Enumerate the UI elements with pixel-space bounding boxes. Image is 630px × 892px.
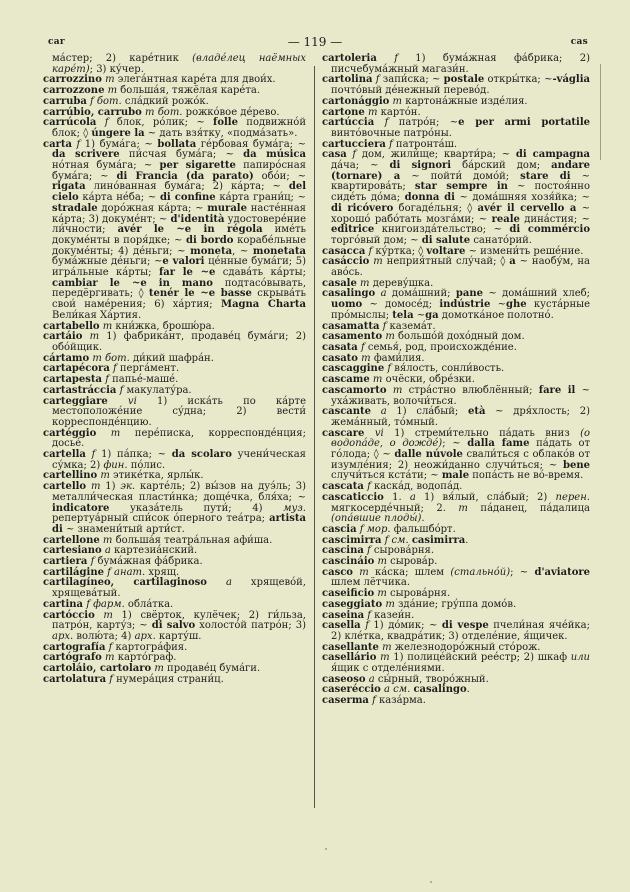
grammar-label: f	[384, 117, 389, 129]
italian-phrase: di bordo	[186, 234, 234, 246]
italian-phrase: da scrivere	[52, 149, 120, 161]
headword: cartilagíneo, cartilaginoso	[43, 577, 207, 589]
headword: carrúcola	[43, 117, 97, 129]
headword: cartógrafo	[43, 652, 102, 664]
dictionary-entry: caseoso a сы́рный, творо́жный.	[322, 673, 489, 685]
italian-phrase: -váglia	[552, 74, 590, 86]
italian-phrase: editrice	[331, 224, 375, 236]
dictionary-entry: cascináio m сырова́р.	[322, 556, 438, 568]
grammar-label: m	[377, 556, 387, 568]
grammar-label: m	[372, 374, 383, 386]
italian-phrase: casalingo	[413, 684, 467, 696]
dictionary-entry: caserma f каза́рма.	[322, 695, 426, 707]
italian-phrase: a	[509, 256, 516, 268]
italian-phrase: cambiar le ~e in mano	[52, 277, 213, 289]
headword: cartilágine	[43, 566, 104, 578]
grammar-label: f	[90, 556, 95, 568]
headword: cartáio	[43, 331, 83, 343]
italian-phrase: reale	[491, 213, 520, 225]
dictionary-entry: casella f 1) до́мик; ~ di vespe пчели́ная яче́йка; 2) кле́тка, квадра́тик; 3) отделе́ние, я́щичек.	[322, 620, 590, 642]
grammar-label: m	[359, 566, 369, 578]
dictionary-entry: cartolina f запи́ска; ~ postale откры́тка; ~-váglia почто́вый де́нежный перево́д.	[322, 74, 590, 97]
headword: cascamorto	[322, 384, 387, 396]
grammar-label: m	[367, 106, 378, 118]
headword: cascaticcio	[322, 491, 384, 503]
dictionary-entry: cartellino m этике́тка, ярлы́к.	[43, 470, 204, 482]
headword: caseificio	[322, 588, 375, 600]
headword: caseina	[322, 609, 365, 621]
headword: casáccio	[322, 256, 370, 268]
grammar-label: m	[102, 534, 113, 546]
grammar-label: (опа́вшие плоды́)	[331, 513, 422, 525]
grammar-label: f	[108, 641, 113, 653]
italian-phrase: úngere la	[91, 127, 145, 139]
italian-phrase: di signori	[389, 160, 452, 172]
grammar-label: f	[119, 384, 124, 396]
italian-phrase: stradale	[52, 202, 98, 214]
dictionary-entry: cartastráccia f макулату́ра.	[43, 384, 192, 396]
headword: cartóccio	[43, 609, 95, 621]
italian-phrase: indicatore	[52, 502, 110, 514]
headword: casamento	[322, 331, 383, 343]
italian-phrase: per sigarette	[159, 160, 236, 172]
headword: cartellino	[43, 470, 98, 482]
italian-phrase: di salute	[421, 234, 471, 246]
headword: casco	[322, 566, 353, 578]
headword: casata	[322, 341, 358, 353]
grammar-label: (о водопа́де, о дожде́)	[331, 427, 590, 450]
dictionary-entry: cartellone m больша́я театра́льная афи́ша.	[43, 534, 273, 546]
grammar-label: m	[360, 277, 370, 289]
italian-phrase: età	[467, 406, 486, 418]
left-guide-word: car	[48, 37, 65, 47]
grammar-label: f	[105, 374, 109, 386]
dictionary-entry: cartéggio m пере́писка, корреспонде́нция; досье́.	[43, 427, 306, 450]
grammar-label: m	[385, 598, 395, 610]
dictionary-entry: cartúccia f патро́н; ~e per armi portatile винто́вочные патро́ны.	[322, 117, 591, 139]
headword: casale	[322, 277, 357, 289]
grammar-label: m	[90, 481, 101, 493]
headword: cartello	[43, 481, 87, 493]
dictionary-entry: casáccio m неприя́тный слу́чай; ◊ a ~ наобу́м, на аво́сь.	[322, 256, 590, 279]
headword: cartapécora	[43, 363, 110, 375]
grammar-label: (владе́лец наёмных каре́т)	[52, 53, 306, 75]
dictionary-entry: casellário m 1) полице́йский рее́стр; 2) шкаф или я́щик с отделе́ниями.	[322, 652, 590, 675]
headword: casacca	[322, 245, 366, 257]
grammar-label: m	[105, 74, 115, 86]
grammar-label: или	[570, 652, 590, 664]
grammar-label: m	[89, 331, 100, 343]
headword: cártamo	[43, 352, 90, 364]
headword: casellário	[322, 652, 377, 664]
grammar-label: m	[377, 588, 387, 600]
grammar-label: a	[380, 406, 387, 418]
grammar-label: арх.	[52, 630, 74, 642]
grammar-label: m	[373, 256, 383, 268]
italian-phrase: bene	[563, 459, 590, 471]
dictionary-entry: casata f семья́, род, происхожде́ние.	[322, 341, 517, 353]
scan-speck	[325, 848, 327, 850]
left-column	[43, 54, 306, 685]
italian-phrase: uomo	[331, 299, 363, 311]
italian-phrase: Magna Charta	[221, 299, 306, 311]
dictionary-entry: caseificio m сырова́рня.	[322, 588, 451, 600]
grammar-label: m	[105, 652, 115, 664]
grammar-label: f	[367, 481, 371, 493]
dictionary-entry: cascina f сырова́рня.	[322, 545, 435, 557]
grammar-label: фин.	[103, 459, 128, 471]
headword: carrozzone	[43, 85, 105, 97]
dictionary-entry: cartoláio, cartolaro m продаве́ц бума́ги.	[43, 663, 261, 675]
italian-phrase: di campagna	[515, 149, 590, 161]
italian-phrase: tenér le ~e basse	[148, 288, 252, 300]
dictionary-entry: casato m фами́лия.	[322, 352, 425, 364]
headword: carrozzino	[43, 74, 102, 86]
grammar-label: m	[380, 652, 390, 664]
dictionary-entry: cartone m карто́н.	[322, 106, 421, 118]
grammar-label: m	[385, 331, 395, 343]
dictionary-entry: casa f дом, жили́ще; кварти́ра; ~ di campagna да́ча; ~ di signori ба́рский дом; andare (tornare) a ~ пойти́ домо́й; stare di ~ квартирова́ть; star sempre in ~ постоя́нно сиде́ть до́ма; donna di ~ дома́шняя хозя́йка; ~ di ricóvero богаде́льня; ◊ avér il cervello a ~ хорошо́ рабо́тать мозга́ми; ~ reale дина́стия; ~ editrice книгоизда́тельство; ~ di commércio торго́вый дом; ~ di salute санато́рий.	[322, 149, 590, 246]
headword: casamatta	[322, 320, 380, 332]
headword: cascame	[322, 374, 370, 386]
headword: carruba	[43, 95, 87, 107]
headword: caseoso	[322, 673, 366, 685]
grammar-label: m	[154, 663, 164, 675]
grammar-label: m бот.	[92, 352, 130, 364]
italian-phrase: postale	[443, 74, 485, 86]
grammar-label: f	[382, 320, 387, 332]
column-divider	[314, 66, 315, 808]
grammar-label: f	[367, 545, 371, 557]
italian-phrase: dalla fame	[467, 438, 530, 450]
dictionary-entry: cartilagíneo, cartilaginoso a хрящево́й, хрящева́тый.	[43, 577, 306, 600]
dictionary-entry: caseina f казеи́н.	[322, 609, 415, 621]
dictionary-entry: casamatta f казема́т.	[322, 320, 436, 332]
grammar-label: (стально́й)	[450, 566, 511, 578]
grammar-label: f	[91, 449, 96, 461]
italian-phrase: stare di	[520, 170, 571, 182]
dictionary-entry: carrozzino m элега́нтная каре́та для двои́х.	[43, 74, 276, 86]
italian-phrase: d'identità	[170, 213, 225, 225]
dictionary-entry: cartello m 1) эк. карте́ль; 2) вы́зов на дуэ́ль; 3) металли́ческая пласти́нка; доще́чка, бля́ха; ~ indicatore указа́тель пути́; 4) муз. репертуа́рный спи́сок о́перного теа́тра; artista di ~ знамени́тый арти́ст.	[43, 481, 306, 535]
headword: caseggiato	[322, 598, 383, 610]
grammar-label: f	[375, 74, 380, 86]
dictionary-entry: cartapesta f папье́-маше́.	[43, 374, 179, 386]
scan-edge-artifact	[600, 64, 601, 160]
headword: cartolatura	[43, 673, 107, 685]
grammar-label: f	[387, 363, 392, 375]
headword: cartolina	[322, 74, 373, 86]
dictionary-entry: caseréccio a см. casalingo.	[322, 684, 470, 696]
italian-phrase: star sempre in	[414, 181, 508, 193]
headword: cartapesta	[43, 374, 103, 386]
dictionary-entry: cascante a 1) сла́бый; età ~ дря́хлость; 2) жема́нный, то́мный.	[322, 406, 590, 428]
dictionary-entry: cascamorto m стра́стно влюблённый; fare il ~ уха́живать, волочи́ться.	[322, 384, 591, 407]
headword: cartellone	[43, 534, 100, 546]
grammar-label: f	[368, 245, 373, 257]
italian-phrase: male	[441, 470, 470, 482]
dictionary-entry: cartesiano a картезиа́нский.	[43, 545, 198, 557]
italian-phrase: di salvo	[151, 620, 196, 632]
headword: cascia	[322, 523, 357, 535]
grammar-label: f анат.	[107, 566, 146, 578]
grammar-label: f	[112, 363, 117, 375]
italian-phrase: di confine	[159, 192, 216, 204]
headword: caseréccio	[322, 684, 381, 696]
dictionary-entry: cartonággio m картона́жные изде́лия.	[322, 95, 528, 107]
grammar-label: f	[394, 53, 398, 64]
right-guide-word: cas	[570, 37, 588, 47]
grammar-label: a	[104, 545, 111, 557]
grammar-label: арх.	[134, 630, 156, 642]
dictionary-entry: cartóccio m 1) свёрток, кулёчек; 2) ги́льза, патро́н, карту́з; ~ di salvo холосто́й патро́н; 3) арх. волю́та; 4) арх. карту́ш.	[43, 609, 306, 642]
grammar-label: f	[109, 673, 113, 685]
headword: carrúbio, carrubo	[43, 106, 142, 118]
dictionary-entry: carrozzone m больша́я, тяжёлая каре́та.	[43, 85, 261, 97]
grammar-label: m бот.	[145, 106, 183, 118]
italian-phrase: monetata	[252, 245, 306, 257]
grammar-label: f мор.	[359, 523, 391, 535]
headword: cartone	[322, 106, 365, 118]
headword: cartoláio, cartolaro	[43, 663, 152, 675]
grammar-label: vi	[127, 395, 137, 407]
dictionary-entry: cartiera f бума́жная фа́брика.	[43, 556, 203, 568]
headword: cascante	[322, 406, 372, 418]
grammar-label: f см.	[384, 534, 409, 546]
headword: cartéggio	[43, 427, 97, 439]
italian-phrase: casimirra	[411, 534, 466, 546]
italian-phrase: da scolaro	[171, 449, 232, 461]
italian-phrase: ghe	[505, 299, 527, 311]
italian-phrase: avér le ~e in régola	[117, 224, 263, 236]
dictionary-entry: casamento m большо́й дохо́дный дом.	[322, 331, 525, 343]
grammar-label: a	[380, 288, 387, 300]
grammar-label: a	[368, 673, 375, 685]
dictionary-entry: casalingo a дома́шний; pane ~ дома́шний хлеб; uomo ~ домосе́д; indústrie ~ghe куста́рные про́мыслы; tela ~ga домотка́ное полотно́.	[322, 288, 591, 321]
italian-phrase: tela	[392, 309, 414, 321]
dictionary-entry: cartoleria f 1) бума́жная фа́брика; 2) писчебума́жный магази́н.	[322, 53, 590, 75]
headword: cartúccia	[322, 117, 375, 129]
italian-phrase: di vespe	[441, 620, 489, 632]
headword: cartella	[43, 449, 86, 461]
headword: cartina	[43, 598, 84, 610]
dictionary-entry: cascaggine f вя́лость, сонли́вость.	[322, 363, 505, 375]
dictionary-entry: cartilágine f анат. хрящ.	[43, 566, 180, 578]
grammar-label: f	[367, 609, 371, 621]
headword: cartastráccia	[43, 384, 117, 396]
dictionary-entry: cartina f фарм. обла́тка.	[43, 598, 174, 610]
grammar-label: m	[392, 384, 403, 396]
grammar-label: a см.	[384, 684, 411, 696]
grammar-label: m	[382, 641, 392, 653]
dictionary-entry: cartabello m кни́жка, брошю́ра.	[43, 320, 215, 332]
dictionary-entry: cascare vi 1) стреми́тельно па́дать вниз (о водопа́де, о дожде́); ~ dalla fame па́дать от го́лода; ◊ ~ dalle núvole свали́ться с облако́в от изумле́ния; 2) неожи́данно случи́ться; ~ bene случи́ться кста́ти; ~ male попа́сть не во́-время.	[322, 427, 591, 482]
dictionary-entry: carrúcola f блок, ро́лик; ~ folle подвижно́й блок; ◊ úngere la ~ дать взя́тку, «подма́зать».	[43, 117, 306, 139]
dictionary-entry: cartografía f картогра́фия.	[43, 641, 188, 653]
headword: casalingo	[322, 288, 376, 300]
italian-phrase: ga	[425, 309, 439, 321]
grammar-label: f	[360, 341, 365, 353]
headword: casellante	[322, 641, 379, 653]
dictionary-entry: cartapécora f перга́мент.	[43, 363, 180, 375]
grammar-label: m	[458, 502, 468, 514]
headword: cascimirra	[322, 534, 382, 546]
italian-phrase: andare (tornare) a	[331, 160, 590, 182]
dictionary-entry: cartolatura f нумера́ция страни́ц.	[43, 673, 224, 685]
italian-phrase: far le ~e	[158, 267, 216, 279]
dictionary-entry: cascia f мор. фальшбо́рт.	[322, 523, 456, 535]
italian-phrase: indústrie	[439, 299, 491, 311]
dictionary-entry: casacca f ку́ртка; ◊ voltare ~ измени́ть реше́ние.	[322, 245, 584, 257]
headword: cartesiano	[43, 545, 102, 557]
grammar-label: эк.	[120, 481, 136, 493]
grammar-label: муз.	[283, 502, 306, 514]
italian-phrase: e per armi portatile	[458, 117, 591, 129]
headword: cartoleria	[322, 53, 377, 64]
dictionary-entry: caseggiato m зда́ние; гру́ппа домо́в.	[322, 598, 517, 610]
grammar-label: f	[76, 138, 81, 150]
headword: cartiera	[43, 556, 88, 568]
dictionary-entry: cartógrafo m карто́граф.	[43, 652, 177, 664]
dictionary-entry: casale m дереву́шка.	[322, 277, 434, 289]
italian-phrase: voltare	[426, 245, 466, 257]
grammar-label: перен.	[555, 491, 590, 503]
italian-phrase: di Francia (da parato)	[116, 170, 254, 182]
grammar-label: m	[103, 609, 113, 621]
italian-phrase: artista di	[52, 513, 306, 535]
grammar-label: m	[107, 85, 118, 97]
italian-phrase: avér il cervello a	[477, 202, 577, 214]
italian-phrase: folle	[213, 117, 238, 129]
italian-phrase: d'aviatore	[534, 566, 590, 578]
dictionary-entry: cartucciera f патронта́ш.	[322, 138, 458, 150]
headword: casella	[322, 620, 361, 632]
italian-phrase: di commércio	[509, 224, 590, 236]
grammar-label: f	[352, 149, 357, 161]
dictionary-entry: cascata f каска́д, водопа́д.	[322, 481, 463, 493]
grammar-label: f	[365, 620, 369, 632]
italian-phrase: moneta	[190, 245, 233, 257]
right-column	[322, 54, 590, 707]
headword: cartucciera	[322, 138, 386, 150]
italian-phrase: rigata	[52, 181, 86, 193]
italian-phrase: del cielo	[52, 181, 306, 204]
grammar-label: f бот.	[90, 95, 122, 107]
dictionary-entry: cartáio m 1) фабрика́нт, продаве́ц бума́ги; 2) обо́йщик.	[43, 331, 306, 353]
dictionary-entry: carruba f бот. сла́дкий рожо́к.	[43, 95, 209, 107]
grammar-label: f	[104, 117, 109, 129]
headword: cartografía	[43, 641, 106, 653]
italian-phrase: dalle núvole	[394, 449, 463, 461]
grammar-label: f	[372, 695, 376, 707]
page-number: — 119 —	[287, 35, 343, 49]
scan-speck	[430, 881, 432, 883]
dictionary-entry: carteggiare vi 1) иска́ть по ка́рте местоположе́ние су́дна; 2) вести́ корреспонде́нцию.	[43, 395, 307, 428]
headword: cascata	[322, 481, 364, 493]
grammar-label: f фарм.	[86, 598, 125, 610]
dictionary-entry: cártamo m бот. ди́кий шафра́н.	[43, 352, 214, 364]
italian-phrase: da música	[243, 149, 306, 161]
italian-phrase: pane	[455, 288, 483, 300]
dictionary-entry: cascaticcio 1. a 1) вя́лый, сла́бый; 2) перен. мягкосерде́чный; 2. m па́данец, па́далица (опа́вшие плоды́).	[322, 491, 591, 525]
grammar-label: a	[409, 491, 416, 503]
grammar-label: f	[389, 138, 393, 150]
dictionary-entry: cascame m очёски, обре́зки.	[322, 374, 475, 386]
headword: cascináio	[322, 556, 375, 568]
italian-phrase: donna di	[404, 192, 455, 204]
italian-phrase: bollata	[157, 138, 197, 150]
dictionary-entry: casco m ка́ска; шлем (стально́й); ~ d'aviatore шлем лётчика.	[322, 566, 590, 589]
italian-phrase: e valori	[162, 256, 205, 268]
headword: cascare	[322, 427, 365, 439]
grammar-label: m	[100, 470, 110, 482]
italian-phrase: murale	[207, 202, 247, 214]
dictionary-entry: cartella f 1) па́пка; ~ da scolaro учени́ческая су́мка; 2) фин. по́лис.	[43, 449, 306, 471]
italian-phrase: fare il	[538, 384, 576, 396]
grammar-label: m	[392, 95, 403, 107]
dictionary-entry: casellante m железнодоро́жный сто́рож.	[322, 641, 541, 653]
grammar-label: m	[361, 352, 371, 364]
grammar-label: m	[110, 427, 121, 439]
headword: cascaggine	[322, 363, 385, 375]
dictionary-entry: cascimirra f см. casimirra.	[322, 534, 469, 546]
grammar-label: a	[225, 577, 232, 589]
grammar-label: vi	[374, 427, 384, 439]
entry-continuation: ма́стер; 2) каре́тник (владе́лец наёмных каре́т); 3) ку́чер.	[52, 53, 306, 75]
page-header	[0, 35, 630, 49]
italian-phrase: di ricóvero	[331, 202, 394, 214]
headword: casa	[322, 149, 347, 161]
headword: casato	[322, 352, 358, 364]
headword: caserma	[322, 695, 369, 707]
headword: cartabello	[43, 320, 100, 332]
dictionary-entry: carrúbio, carrubo m бот. рожко́вое де́рево.	[43, 106, 280, 118]
dictionary-entry: carta f 1) бума́га; ~ bollata ге́рбовая бума́га; ~ da scrivere пи́счая бума́га; ~ da música но́тная бума́га; ~ per sigarette папиро́сная бума́га; ~ di Francia (da parato) обо́и; ~ rigata лино́ванная бума́га; 2) ка́рта; ~ del cielo ка́рта не́ба; ~ di confine ка́рта грани́ц; ~ stradale доро́жная ка́рта; ~ murale насте́нная ка́рта; 3) докуме́нт; ~ d'identità удостовере́ние ли́чности; avér le ~e in régola име́ть докуме́нты в поря́дке; ~ di bordo корабе́льные докуме́нты; 4) де́ньги; ~ moneta, ~ monetata бума́жные де́ньги; ~e valori це́нные бума́ги; 5) игра́льные ка́рты; far le ~e сдава́ть ка́рты; cambiar le ~e in mano подтасо́вывать, передёргивать; ◊ tenér le ~e basse скрыва́ть свои́ наме́рения; 6) ха́ртия; Magna Charta Вели́кая Ха́ртия.	[43, 138, 307, 321]
grammar-label: m	[102, 320, 113, 332]
headword: carteggiare	[43, 395, 108, 407]
headword: cartonággio	[322, 95, 390, 107]
headword: carta	[43, 138, 72, 150]
headword: cascina	[322, 545, 364, 557]
